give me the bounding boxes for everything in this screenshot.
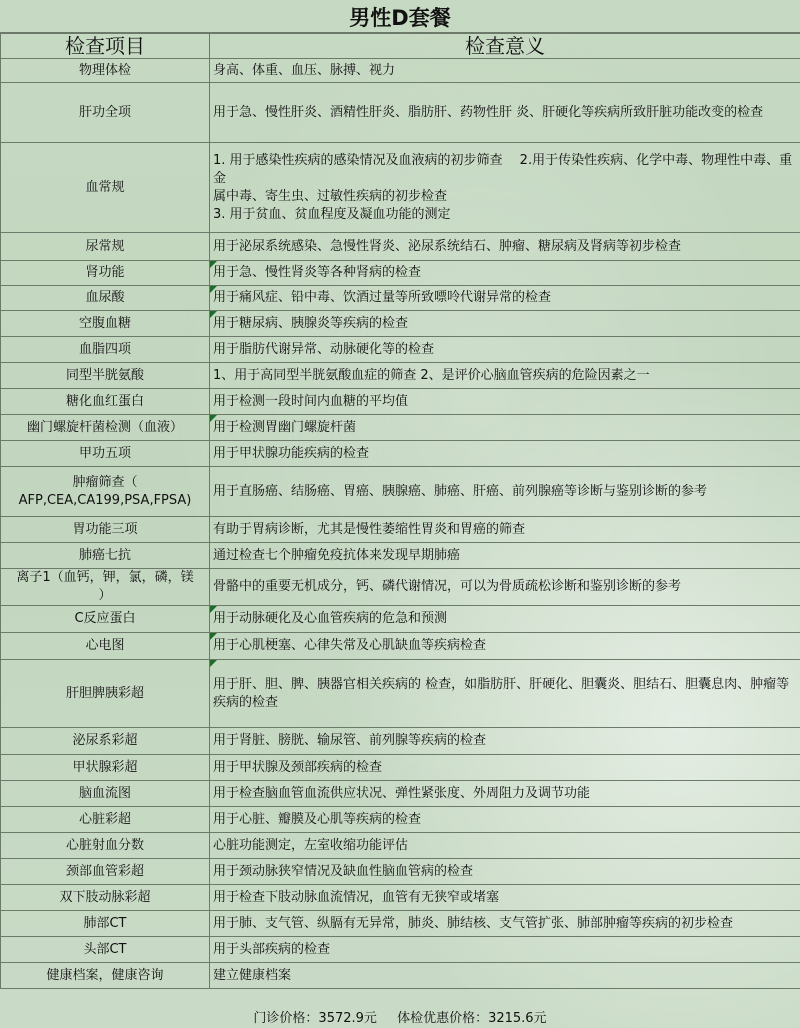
exam-item-meaning [210,59,800,83]
header-exam-item: 检查项目 [1,34,210,59]
table-row [1,83,800,143]
exam-item-name: 离子1（血钙，钾，氯，磷，镁 ） [1,569,210,606]
exam-item-name: 肝胆脾胰彩超 [1,660,210,728]
table-row [1,233,800,261]
exam-item-meaning [210,885,800,911]
exam-item-meaning [210,441,800,467]
exam-item-meaning-text: 用于肺、支气管、纵膈有无异常，肺炎、肺结核、支气管扩张、肺部肿瘤等疾病的初步检查 [213,915,734,931]
exam-item-name: 血脂四项 [1,337,210,363]
exam-item-meaning-text: 用于心肌梗塞、心律失常及心肌缺血等疾病检查 [213,638,487,653]
exam-item-meaning-text: 用于头部疾病的检查 [213,941,331,957]
exam-item-meaning-text: 用于泌尿系统感染、急慢性肾炎、泌尿系统结石、肿瘤、糖尿病及肾病等初步检查 [213,238,682,254]
exam-item-name: 血尿酸 [1,286,210,311]
package-title: 男性D套餐 [0,0,800,33]
exam-item-meaning-text: 心脏功能测定，左室收缩功能评估 [213,837,409,853]
exam-item-meaning [210,311,800,337]
exam-item-name: 肾功能 [1,261,210,286]
exam-item-meaning-text: 用于甲状腺功能疾病的检查 [213,445,370,461]
exam-item-name: 血常规 [1,143,210,233]
exam-item-meaning [210,233,800,261]
exam-item-meaning-text: 用于肾脏、膀胱、输尿管、前列腺等疾病的检查 [213,733,487,748]
exam-item-meaning-text: 用于检测一段时间内血糖的平均值 [213,393,409,409]
exam-item-meaning [210,859,800,885]
exam-item-meaning-text: 通过检查七个肿瘤免疫抗体来发现早期肺癌 [213,547,461,563]
exam-item-meaning-text: 有助于胃病诊断，尤其是慢性萎缩性胃炎和胃癌的筛查 [213,521,526,537]
exam-item-meaning-text: 用于急、慢性肝炎、酒精性肝炎、脂肪肝、药物性肝 炎、肝硬化等疾病所致肝脏功能改变的检查 [213,104,764,120]
exam-item-meaning [210,517,800,543]
table-row [1,728,800,755]
exam-item-meaning-text: 用于脂肪代谢异常、动脉硬化等的检查 [213,341,435,357]
exam-item-meaning [210,83,800,143]
exam-item-meaning [210,363,800,389]
table-header-row [1,34,800,59]
exam-item-meaning [210,389,800,415]
exam-item-meaning [210,807,800,833]
table-row [1,543,800,569]
exam-item-meaning [210,286,800,311]
table-row [1,415,800,441]
exam-item-name: 肺部CT [1,911,210,937]
header-exam-meaning: 检查意义 [210,34,800,59]
exam-item-name: 尿常规 [1,233,210,261]
exam-item-name: 头部CT [1,937,210,963]
exam-item-name: 肺癌七抗 [1,543,210,569]
exam-item-meaning-text: 用于急、慢性肾炎等各种肾病的检查 [213,265,422,280]
table-row [1,261,800,286]
exam-item-name: 糖化血红蛋白 [1,389,210,415]
table-row [1,441,800,467]
exam-item-meaning-text: 骨骼中的重要无机成分，钙、磷代谢情况，可以为骨质疏松诊断和鉴别诊断的参考 [213,579,682,594]
exam-item-name: 同型半胱氨酸 [1,363,210,389]
exam-item-meaning-text: 用于糖尿病、胰腺炎等疾病的检查 [213,315,409,331]
exam-item-name: 幽门螺旋杆菌检测（血液） [1,415,210,441]
table-row [1,517,800,543]
exam-item-name: 肝功全项 [1,83,210,143]
exam-item-meaning-text: 用于检查下肢动脉血流情况，血管有无狭窄或堵塞 [213,889,500,905]
table-row [1,859,800,885]
table-row [1,633,800,660]
exam-item-name: 空腹血糖 [1,311,210,337]
table-row [1,389,800,415]
exam-item-meaning [210,261,800,286]
exam-item-meaning-text: 1. 用于感染性疾病的感染情况及血液病的初步筛查 2.用于传染性疾病、化学中毒、物理性中毒、重金 属中毒、寄生虫、过敏性疾病的初步检查 3. 用于贫血、贫血程度及凝血功能的测定 [213,152,793,222]
exam-item-meaning-text: 用于检查脑血管血流供应状况、弹性紧张度、外周阻力及调节功能 [213,785,591,801]
exam-item-meaning [210,833,800,859]
table-row [1,286,800,311]
exam-item-meaning [210,569,800,606]
exam-item-meaning [210,911,800,937]
exam-items-table [0,33,800,989]
exam-items-body [1,59,800,989]
exam-item-name: 甲功五项 [1,441,210,467]
exam-item-meaning [210,415,800,441]
exam-item-meaning [210,781,800,807]
clinic-price: 门诊价格：3572.9元 [253,1011,377,1026]
table-row [1,363,800,389]
table-row [1,311,800,337]
table-row [1,337,800,363]
exam-item-name: 脑血流图 [1,781,210,807]
table-row [1,755,800,781]
exam-item-meaning [210,660,800,728]
exam-item-meaning [210,606,800,633]
table-row [1,660,800,728]
exam-item-name: 物理体检 [1,59,210,83]
table-row [1,781,800,807]
exam-item-meaning-text: 用于直肠癌、结肠癌、胃癌、胰腺癌、肺癌、肝癌、前列腺癌等诊断与鉴别诊断的参考 [213,483,708,499]
exam-item-name: 双下肢动脉彩超 [1,885,210,911]
table-row [1,937,800,963]
exam-item-meaning-text: 用于肝、胆、脾、胰器官相关疾病的 检查，如脂肪肝、肝硬化、胆囊炎、胆结石、胆囊息肉、肿瘤等疾病的检查 [213,676,790,710]
exam-item-meaning [210,728,800,755]
discount-price: 体检优惠价格：3215.6元 [397,1011,547,1026]
exam-item-name: 甲状腺彩超 [1,755,210,781]
price-bar [0,1009,800,1028]
table-row [1,885,800,911]
exam-item-name: 胃功能三项 [1,517,210,543]
table-row [1,59,800,83]
exam-item-meaning-text: 1、用于高同型半胱氨酸血症的筛查 2、是评价心脑血管疾病的危险因素之一 [213,367,650,383]
exam-item-name: 心脏射血分数 [1,833,210,859]
table-row [1,833,800,859]
table-row [1,807,800,833]
exam-item-meaning [210,337,800,363]
table-row [1,143,800,233]
exam-item-name: 泌尿系彩超 [1,728,210,755]
exam-item-name: 肿瘤筛查（ AFP,CEA,CA199,PSA,FPSA) [1,467,210,517]
exam-item-name: 心脏彩超 [1,807,210,833]
exam-item-name: 心电图 [1,633,210,660]
exam-item-meaning [210,633,800,660]
exam-item-name: 颈部血管彩超 [1,859,210,885]
exam-item-meaning [210,143,800,233]
exam-item-meaning-text: 用于颈动脉狭窄情况及缺血性脑血管病的检查 [213,863,474,879]
exam-item-meaning-text: 用于心脏、瓣膜及心肌等疾病的检查 [213,811,422,827]
exam-item-meaning-text: 用于痛风症、铅中毒、饮酒过量等所致嘌呤代谢异常的检查 [213,290,552,305]
exam-item-meaning-text: 用于甲状腺及颈部疾病的检查 [213,759,383,775]
exam-item-meaning [210,755,800,781]
table-row [1,963,800,989]
exam-item-meaning [210,963,800,989]
exam-item-meaning [210,543,800,569]
exam-item-meaning-text: 身高、体重、血压、脉搏、视力 [213,62,396,78]
exam-item-name: C反应蛋白 [1,606,210,633]
table-row [1,606,800,633]
table-row [1,467,800,517]
exam-item-meaning [210,467,800,517]
exam-item-meaning-text: 建立健康档案 [213,967,292,983]
exam-item-meaning-text: 用于检测胃幽门螺旋杆菌 [213,419,357,435]
exam-item-name: 健康档案，健康咨询 [1,963,210,989]
exam-item-meaning [210,937,800,963]
table-row [1,911,800,937]
exam-item-meaning-text: 用于动脉硬化及心血管疾病的危急和预测 [213,611,448,626]
table-row [1,569,800,606]
